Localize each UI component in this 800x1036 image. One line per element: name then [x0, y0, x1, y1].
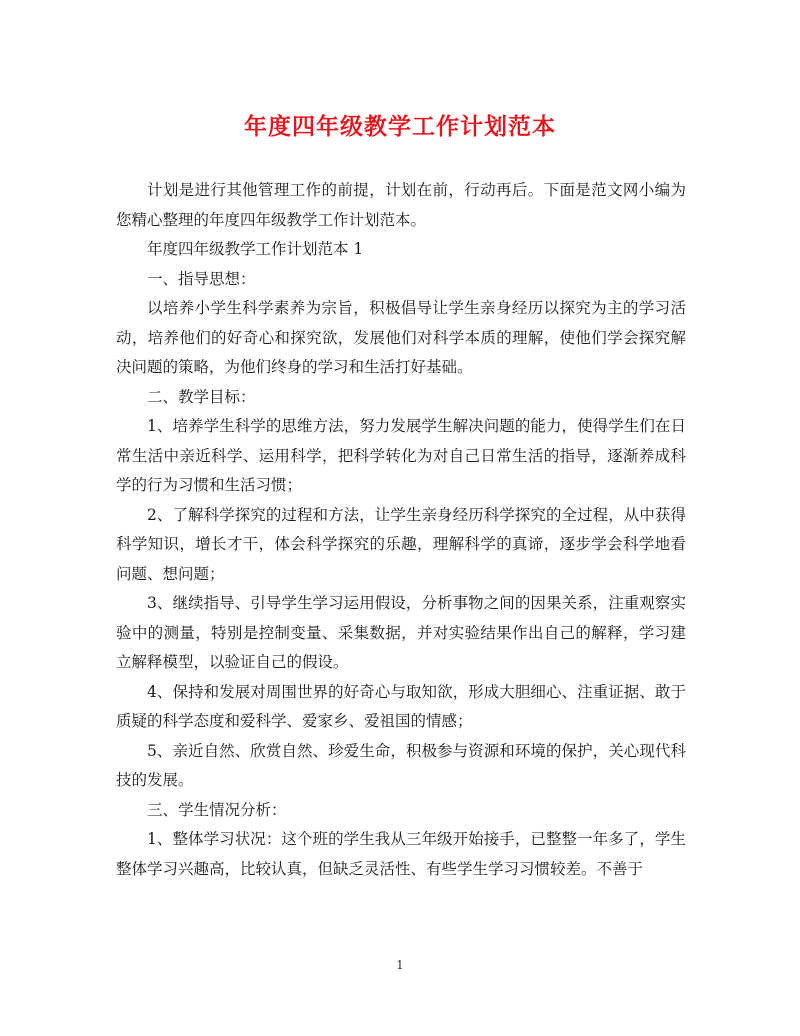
- document-title: 年度四年级教学工作计划范本: [244, 113, 556, 140]
- heading-teaching-goals: 二、教学目标：: [147, 387, 256, 406]
- document-body: [116, 176, 686, 884]
- paragraph-guiding-ideology: 以培养小学生科学素养为宗旨，积极倡导让学生亲身经历以探究为主的学习活动，培养他们的好奇心和探究欲，发展他们对科学本质的理解，使他们学会探究解决问题的策略，为他们终身的学习和生活打好基础。: [116, 299, 686, 376]
- paragraph-goal-1: 1、培养学生科学的思维方法，努力发展学生解决问题的能力，使得学生们在日常生活中亲近科学、运用科学，把科学转化为对自己日常生活的指导，逐渐养成科学的行为习惯和生活习惯；: [116, 417, 686, 494]
- paragraph-goal-2: 2、了解科学探究的过程和方法，让学生亲身经历科学探究的全过程，从中获得科学知识，增长才干，体会科学探究的乐趣，理解科学的真谛，逐步学会科学地看问题、想问题；: [116, 505, 686, 583]
- paragraph-goal-5: 5、亲近自然、欣赏自然、珍爱生命，积极参与资源和环境的保护，关心现代科技的发展。: [116, 741, 686, 789]
- heading-student-analysis: 三、学生情况分析：: [147, 800, 287, 819]
- heading-guiding-ideology: 一、指导思想：: [147, 269, 256, 288]
- paragraph-intro: 计划是进行其他管理工作的前提，计划在前，行动再后。下面是范文网小编为您精心整理的年度四年级教学工作计划范本。: [116, 181, 686, 229]
- paragraph-student-analysis-1: 1、整体学习状况：这个班的学生我从三年级开始接手，已整整一年多了，学生整体学习兴趣高，比较认真，但缺乏灵活性、有些学生学习习惯较差。不善于: [116, 830, 686, 878]
- paragraph-section-title: 年度四年级教学工作计划范本 1: [147, 240, 364, 258]
- paragraph-goal-4: 4、保持和发展对周围世界的好奇心与取知欲，形成大胆细心、注重证据、敢于质疑的科学态度和爱科学、爱家乡、爱祖国的情感；: [116, 682, 686, 730]
- page-number: 1: [396, 958, 404, 972]
- paragraph-goal-3: 3、继续指导、引导学生学习运用假设，分析事物之间的因果关系，注重观察实验中的测量，特别是控制变量、采集数据，并对实验结果作出自己的解释，学习建立解释模型，以验证自己的假设。: [116, 594, 686, 671]
